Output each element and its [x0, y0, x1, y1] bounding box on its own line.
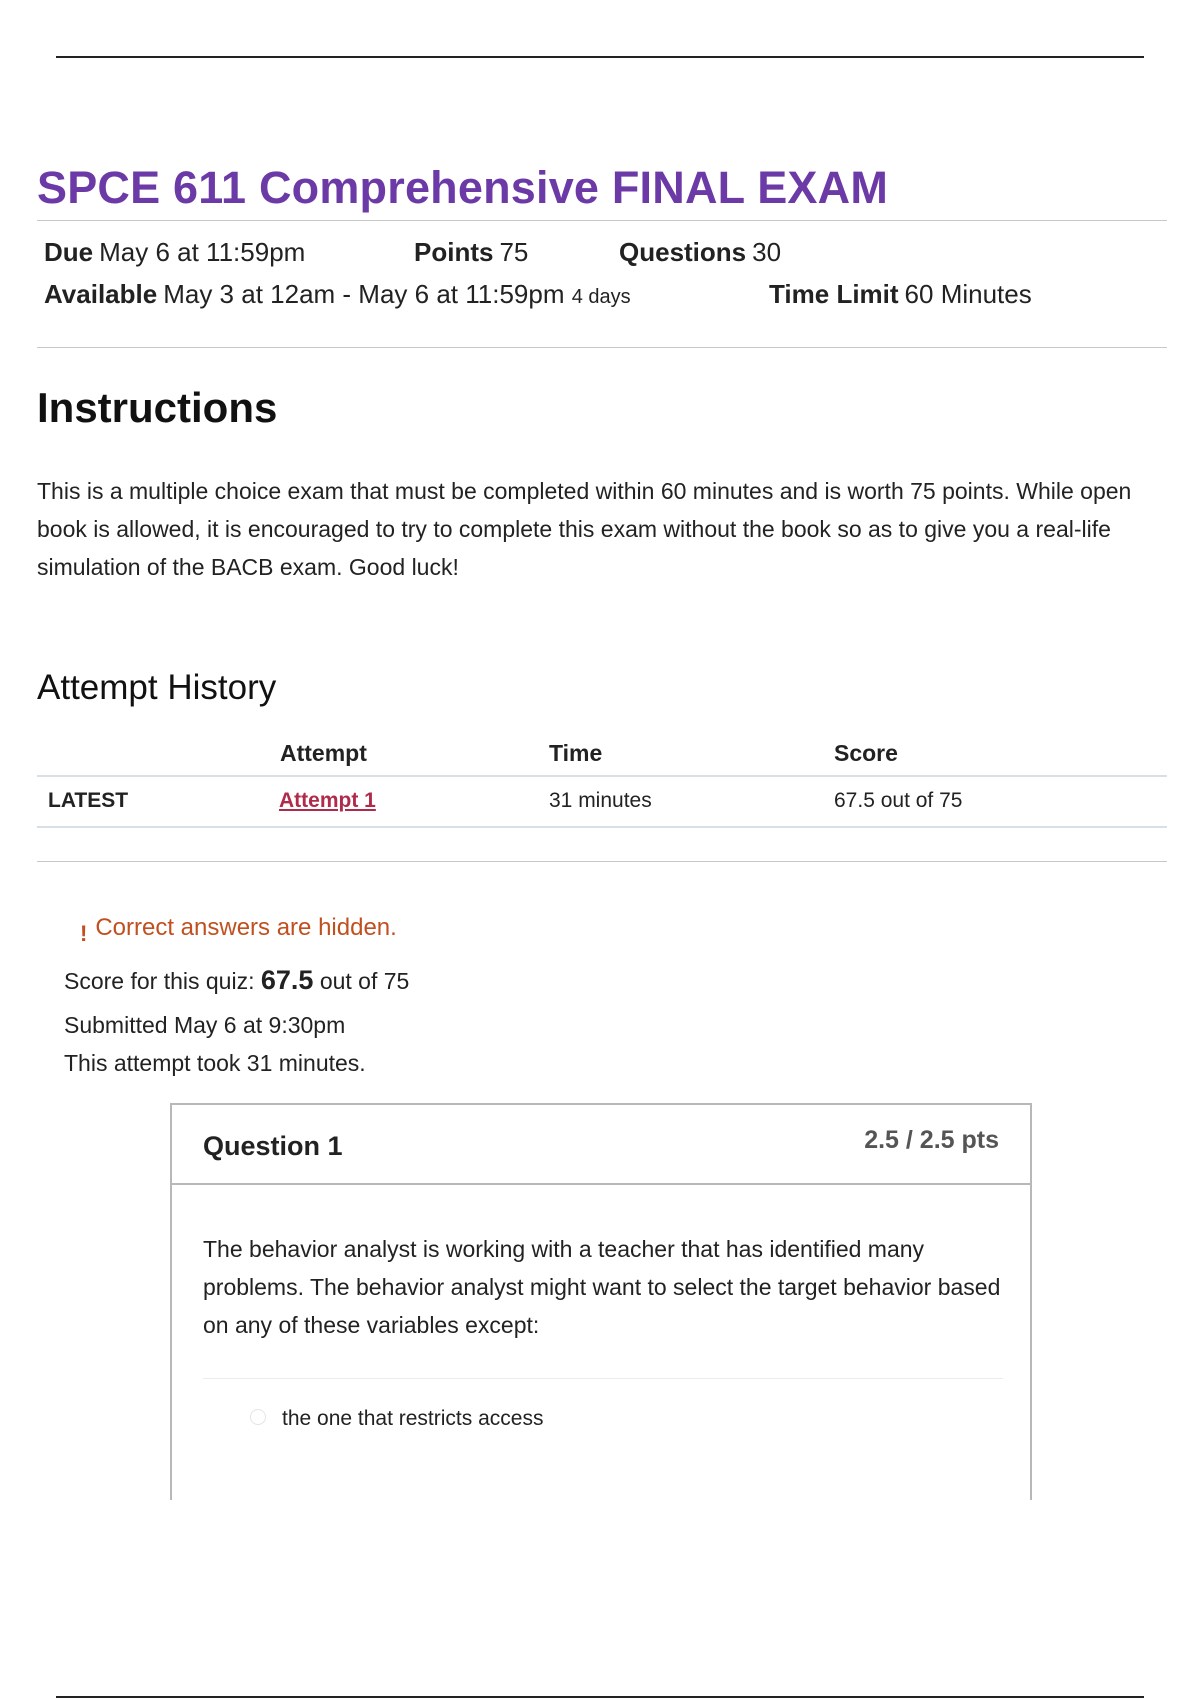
available-value: May 3 at 12am - May 6 at 11:59pm	[163, 279, 565, 309]
due-value: May 6 at 11:59pm	[99, 237, 306, 267]
results-divider	[37, 861, 1167, 862]
question-card	[170, 1103, 1032, 1500]
instructions-heading: Instructions	[37, 384, 278, 431]
meta-divider	[37, 347, 1167, 348]
page-bottom-rule	[56, 1696, 1144, 1698]
time-limit-value: 60 Minutes	[904, 279, 1032, 309]
attempt-score: 67.5 out of 75	[834, 789, 963, 812]
due-meta	[44, 237, 305, 268]
answer-label: the one that restricts access	[282, 1407, 544, 1430]
attempt-status: LATEST	[48, 789, 129, 812]
questions-value: 30	[752, 237, 782, 267]
attempt-history-heading: Attempt History	[37, 668, 277, 707]
column-header-score: Score	[834, 740, 898, 766]
score-summary	[64, 965, 409, 996]
notice-text: Correct answers are hidden.	[95, 914, 397, 941]
instructions-text: This is a multiple choice exam that must be completed within 60 minutes and is worth 75 points. While open book is allowed, it is encouraged to try to complete this exam without the book so as to give you a real-life simulation of the BACB exam. Good luck!	[37, 478, 1132, 580]
points-value: 75	[499, 237, 529, 267]
page-top-rule	[56, 56, 1144, 58]
answers-divider	[203, 1378, 1003, 1379]
time-limit-label: Time Limit	[769, 279, 899, 309]
answer-radio[interactable]	[250, 1409, 266, 1425]
attempt-time: 31 minutes	[549, 789, 652, 812]
question-header	[172, 1105, 1030, 1185]
submitted-text: Submitted May 6 at 9:30pm	[64, 1012, 346, 1038]
warning-icon: !	[80, 921, 88, 946]
attempt-link[interactable]: Attempt 1	[279, 789, 376, 812]
due-label: Due	[44, 237, 94, 267]
question-title: Question 1	[203, 1131, 343, 1161]
quiz-title: SPCE 611 Comprehensive FINAL EXAM	[37, 162, 889, 213]
available-label: Available	[44, 279, 158, 309]
score-suffix: out of 75	[319, 968, 410, 994]
time-limit-meta	[769, 279, 1032, 310]
title-divider	[37, 220, 1167, 221]
table-row-divider	[37, 826, 1167, 828]
questions-label: Questions	[619, 237, 747, 267]
column-header-attempt: Attempt	[280, 740, 367, 766]
attempt-duration-text: This attempt took 31 minutes.	[64, 1050, 366, 1076]
score-prefix: Score for this quiz:	[64, 968, 255, 994]
column-header-time: Time	[549, 740, 603, 766]
questions-meta	[619, 237, 781, 268]
points-label: Points	[414, 237, 494, 267]
score-value: 67.5	[260, 965, 314, 995]
points-meta	[414, 237, 528, 268]
question-points: 2.5 / 2.5 pts	[864, 1126, 999, 1154]
question-text: The behavior analyst is working with a teacher that has identified many problems. The behavior analyst might want to select the target behavior based on any of these variables except:	[203, 1236, 1001, 1338]
attempt-history-table	[37, 732, 1167, 832]
correct-answers-notice	[80, 914, 397, 946]
table-header-divider	[37, 775, 1167, 777]
available-duration: 4 days	[571, 286, 631, 308]
available-meta	[44, 279, 631, 310]
